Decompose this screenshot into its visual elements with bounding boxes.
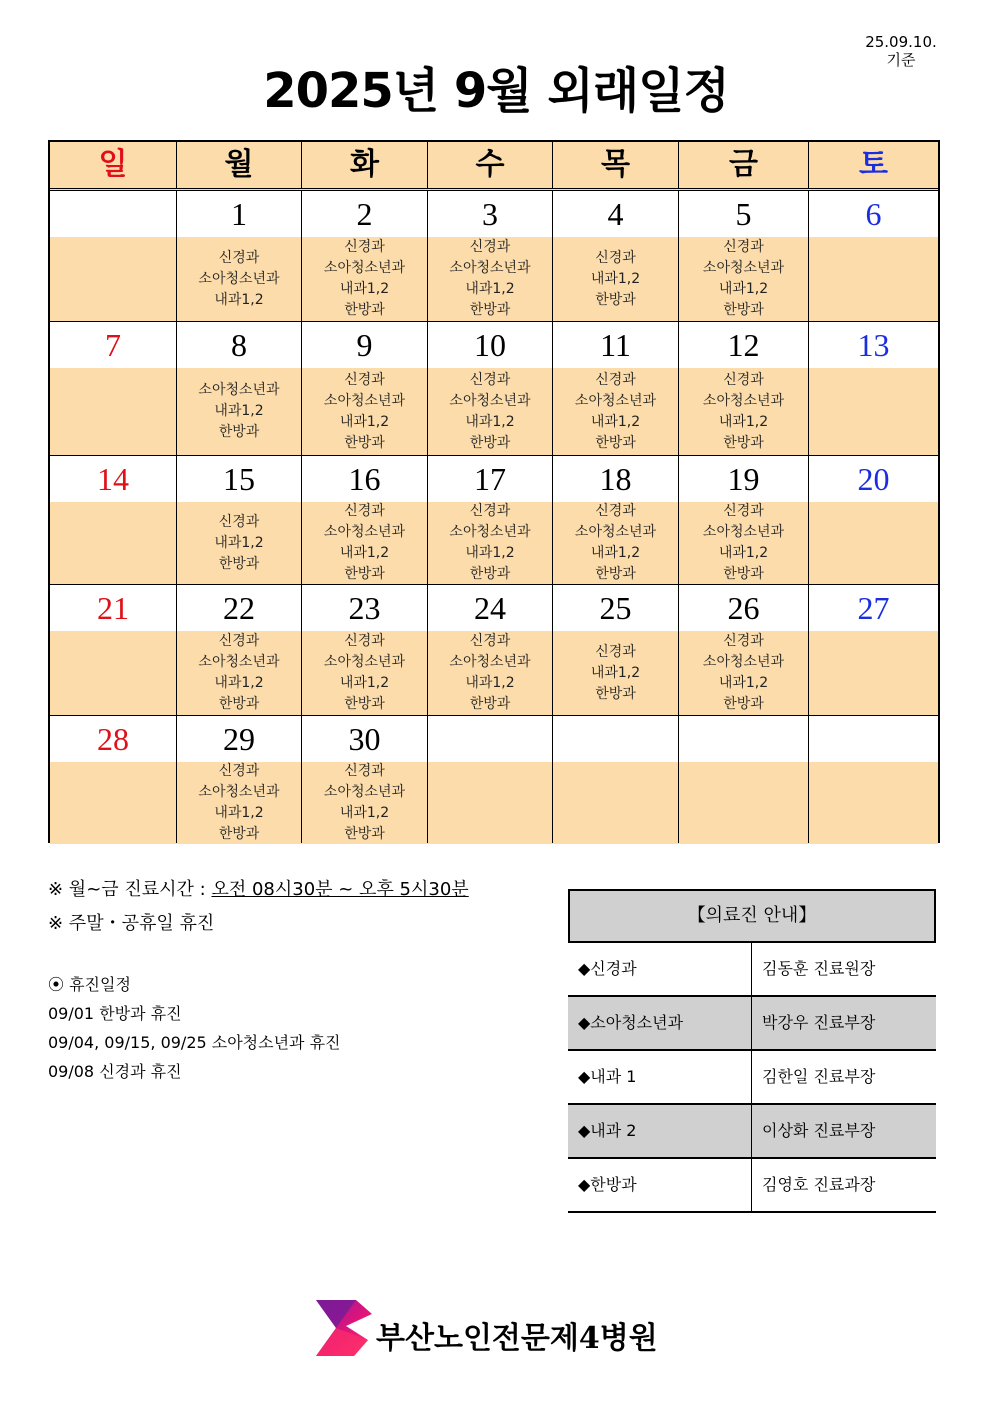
closure-schedule <box>48 970 341 1086</box>
department-entry: 신경과 <box>595 371 636 388</box>
department-entry: 내과1,2 <box>590 664 641 681</box>
hours-value: 오전 08시30분 ~ 오후 5시30분 <box>211 879 469 900</box>
calendar-day-cell <box>809 585 938 715</box>
department-entry: 한방과 <box>344 566 385 582</box>
department-entry: 내과1,2 <box>339 413 390 430</box>
day-number: 1 <box>231 196 247 232</box>
department-entry: 신경과 <box>218 762 260 779</box>
day-number: 13 <box>857 327 890 363</box>
calendar-day-cell <box>50 585 177 715</box>
day-number: 25 <box>599 590 632 626</box>
day-number: 12 <box>727 327 760 363</box>
department-entry: 신경과 <box>344 371 385 388</box>
day-schedule <box>809 631 938 715</box>
day-schedule <box>177 368 301 455</box>
day-schedule <box>177 237 301 321</box>
department-entry: 내과1,2 <box>339 545 390 561</box>
day-number <box>553 716 678 762</box>
department-entry: 내과1,2 <box>214 403 264 419</box>
calendar-day-cell <box>177 456 302 584</box>
calendar-day-cell <box>679 191 809 321</box>
weekday-header: 토 <box>859 147 888 182</box>
department-entry: 내과1,2 <box>718 545 769 561</box>
day-number: 5 <box>735 196 752 232</box>
staff-doctor: 이상화 진료부장 <box>762 1121 876 1140</box>
weekday-header: 화 <box>302 142 428 188</box>
staff-row <box>568 943 936 997</box>
calendar-day-cell <box>50 191 177 321</box>
staff-dept: ◆한방과 <box>578 1175 637 1194</box>
department-entry: 내과1,2 <box>718 413 769 430</box>
calendar-week <box>50 584 938 715</box>
department-entry: 한방과 <box>218 696 260 712</box>
department-entry: 한방과 <box>723 696 764 712</box>
closure-item: 09/01 한방과 휴진 <box>48 1004 182 1023</box>
department-entry: 신경과 <box>469 503 511 519</box>
calendar-day-cell <box>302 191 428 321</box>
department-entry: 한방과 <box>218 555 260 572</box>
department-entry: 한방과 <box>595 434 636 451</box>
calendar-day-cell <box>553 322 679 455</box>
closure-item: 09/08 신경과 휴진 <box>48 1062 182 1081</box>
department-entry: 내과1,2 <box>465 281 515 297</box>
department-entry: 한방과 <box>469 434 511 451</box>
closure-heading: ⦿ 휴진일정 <box>48 975 131 994</box>
day-schedule <box>428 762 552 843</box>
department-entry: 소아청소년과 <box>198 382 280 398</box>
department-entry: 소아청소년과 <box>198 783 280 800</box>
staff-row <box>568 1159 936 1213</box>
department-entry: 신경과 <box>723 633 764 649</box>
department-entry: 신경과 <box>723 371 764 388</box>
staff-doctor: 김한일 진료부장 <box>762 1067 876 1086</box>
day-number: 7 <box>105 327 121 363</box>
day-schedule <box>809 762 938 843</box>
department-entry: 소아청소년과 <box>198 270 280 287</box>
department-entry: 내과1,2 <box>214 804 264 821</box>
calendar-day-cell <box>177 191 302 321</box>
calendar-day-cell <box>302 716 428 843</box>
department-entry: 신경과 <box>723 503 764 519</box>
day-schedule <box>553 631 678 715</box>
weekend-note: ※ 주말・공휴일 휴진 <box>48 913 215 934</box>
calendar-day-cell <box>809 456 938 584</box>
staff-dept: ◆내과 2 <box>578 1121 637 1140</box>
day-schedule <box>302 502 427 584</box>
department-entry: 신경과 <box>595 249 636 266</box>
department-entry: 한방과 <box>723 566 764 582</box>
day-number: 27 <box>857 590 890 626</box>
department-entry: 한방과 <box>344 434 385 451</box>
department-entry: 내과1,2 <box>590 413 641 430</box>
day-schedule <box>50 631 176 715</box>
department-entry: 한방과 <box>469 696 511 712</box>
calendar-day-cell <box>428 322 553 455</box>
department-entry: 소아청소년과 <box>323 524 406 540</box>
staff-row <box>568 1105 936 1159</box>
department-entry: 한방과 <box>595 566 636 582</box>
day-schedule <box>809 368 938 455</box>
department-entry: 신경과 <box>218 633 260 649</box>
weekday-header: 월 <box>177 142 302 188</box>
department-entry: 한방과 <box>344 825 385 842</box>
hours-prefix: ※ 월~금 진료시간 : <box>48 879 212 900</box>
department-entry: 소아청소년과 <box>574 524 657 540</box>
calendar-day-cell <box>428 456 553 584</box>
staff-row <box>568 1051 936 1105</box>
department-entry: 소아청소년과 <box>323 783 406 800</box>
department-entry: 한방과 <box>723 302 764 318</box>
department-entry: 내과1,2 <box>339 804 390 821</box>
department-entry: 한방과 <box>344 696 385 712</box>
staff-dept: ◆신경과 <box>578 959 637 978</box>
staff-heading: 【의료진 안내】 <box>568 889 936 943</box>
department-entry: 소아청소년과 <box>449 524 531 540</box>
day-schedule <box>177 502 301 584</box>
calendar-day-cell <box>428 716 553 843</box>
calendar-week <box>50 321 938 455</box>
calendar-day-cell <box>302 585 428 715</box>
department-entry: 내과1,2 <box>339 281 390 297</box>
department-entry: 신경과 <box>218 513 260 530</box>
calendar-week <box>50 715 938 843</box>
department-entry: 소아청소년과 <box>323 260 406 276</box>
calendar-day-cell <box>809 191 938 321</box>
department-entry: 신경과 <box>344 239 385 255</box>
day-number: 26 <box>727 590 760 626</box>
day-schedule <box>553 237 678 321</box>
day-schedule <box>679 237 808 321</box>
day-number: 22 <box>223 590 255 626</box>
department-entry: 신경과 <box>469 239 511 255</box>
department-entry: 소아청소년과 <box>323 392 406 409</box>
department-entry: 신경과 <box>723 239 764 255</box>
day-number: 15 <box>223 461 255 497</box>
department-entry: 소아청소년과 <box>702 654 785 670</box>
department-entry: 내과1,2 <box>214 675 264 691</box>
department-entry: 한방과 <box>218 424 260 440</box>
day-schedule <box>679 631 808 715</box>
hospital-name: 부산노인전문제4병원 <box>376 1321 658 1356</box>
calendar-day-cell <box>428 585 553 715</box>
day-number: 14 <box>97 461 129 497</box>
day-number <box>50 191 176 237</box>
day-number: 18 <box>599 461 632 497</box>
department-entry: 소아청소년과 <box>702 392 785 409</box>
day-schedule <box>809 502 938 584</box>
day-number: 20 <box>857 461 890 497</box>
day-schedule <box>553 368 678 455</box>
department-entry: 소아청소년과 <box>198 654 280 670</box>
staff-doctor: 김동훈 진료원장 <box>762 959 876 978</box>
day-schedule <box>428 237 552 321</box>
day-schedule <box>50 368 176 455</box>
hospital-logo-icon <box>316 1300 376 1356</box>
day-number: 3 <box>482 196 498 232</box>
day-number: 4 <box>607 196 624 232</box>
day-schedule <box>50 237 176 321</box>
department-entry: 소아청소년과 <box>449 260 531 276</box>
department-entry: 신경과 <box>344 633 385 649</box>
day-number: 11 <box>600 327 631 363</box>
calendar-day-cell <box>553 456 679 584</box>
calendar-day-cell <box>809 716 938 843</box>
day-schedule <box>50 762 176 843</box>
day-number: 21 <box>97 590 129 626</box>
department-entry: 신경과 <box>344 503 385 519</box>
day-number: 17 <box>474 461 506 497</box>
department-entry: 한방과 <box>469 302 511 318</box>
day-number: 2 <box>356 196 373 232</box>
calendar-day-cell <box>50 322 177 455</box>
department-entry: 소아청소년과 <box>323 654 406 670</box>
clinic-notes <box>48 873 469 941</box>
day-schedule <box>679 368 808 455</box>
calendar-day-cell <box>679 585 809 715</box>
staff-row <box>568 997 936 1051</box>
day-number: 16 <box>348 461 381 497</box>
date-note-label: 기준 <box>886 51 916 69</box>
weekday-header: 금 <box>679 142 809 188</box>
department-entry: 소아청소년과 <box>449 392 531 409</box>
page-title: 2025년 9월 외래일정 <box>263 63 729 119</box>
day-number <box>679 716 808 762</box>
calendar-day-cell <box>679 456 809 584</box>
department-entry: 내과1,2 <box>465 675 515 691</box>
calendar-day-cell <box>302 456 428 584</box>
department-entry: 신경과 <box>469 371 511 388</box>
calendar-day-cell <box>177 585 302 715</box>
day-number: 8 <box>231 327 247 363</box>
calendar-day-cell <box>553 585 679 715</box>
day-number: 19 <box>727 461 760 497</box>
day-schedule <box>553 762 678 843</box>
department-entry: 내과1,2 <box>718 675 769 691</box>
department-entry: 신경과 <box>218 249 260 266</box>
day-schedule <box>428 368 552 455</box>
calendar-day-cell <box>553 191 679 321</box>
department-entry: 내과1,2 <box>590 270 641 287</box>
calendar-day-cell <box>809 322 938 455</box>
day-schedule <box>302 762 427 843</box>
day-schedule <box>302 237 427 321</box>
day-number <box>428 716 552 762</box>
staff-doctor: 김영호 진료과장 <box>762 1175 876 1194</box>
department-entry: 내과1,2 <box>465 545 515 561</box>
day-number: 24 <box>474 590 506 626</box>
weekday-header: 일 <box>50 142 177 188</box>
department-entry: 한방과 <box>344 302 385 318</box>
day-schedule <box>428 631 552 715</box>
day-number: 6 <box>865 196 882 232</box>
department-entry: 소아청소년과 <box>574 392 657 409</box>
day-number <box>809 716 938 762</box>
staff-dept: ◆소아청소년과 <box>578 1013 684 1032</box>
department-entry: 한방과 <box>595 291 636 308</box>
department-entry: 소아청소년과 <box>702 260 785 276</box>
calendar <box>48 140 940 843</box>
day-schedule <box>428 502 552 584</box>
closure-item: 09/04, 09/15, 09/25 소아청소년과 휴진 <box>48 1033 341 1052</box>
staff-dept: ◆내과 1 <box>578 1067 637 1086</box>
day-schedule <box>679 502 808 584</box>
weekday-header: 목 <box>553 142 679 188</box>
day-number: 10 <box>474 327 506 363</box>
department-entry: 내과1,2 <box>214 534 264 551</box>
department-entry: 내과1,2 <box>590 545 641 561</box>
day-schedule <box>302 368 427 455</box>
calendar-day-cell <box>553 716 679 843</box>
calendar-day-cell <box>679 322 809 455</box>
staff-table <box>568 889 936 1213</box>
day-number: 9 <box>356 327 373 363</box>
day-schedule <box>177 762 301 843</box>
date-note-date: 25.09.10. <box>865 33 937 51</box>
day-number: 29 <box>223 721 255 757</box>
day-number: 23 <box>348 590 381 626</box>
department-entry: 한방과 <box>469 566 511 582</box>
calendar-day-cell <box>50 716 177 843</box>
calendar-week <box>50 455 938 584</box>
department-entry: 소아청소년과 <box>449 654 531 670</box>
department-entry: 신경과 <box>595 643 636 660</box>
day-schedule <box>302 631 427 715</box>
weekday-header: 수 <box>428 142 553 188</box>
day-schedule <box>177 631 301 715</box>
calendar-day-cell <box>302 322 428 455</box>
hours-note <box>48 873 469 907</box>
calendar-day-cell <box>177 322 302 455</box>
calendar-day-cell <box>428 191 553 321</box>
calendar-day-cell <box>679 716 809 843</box>
department-entry: 신경과 <box>595 503 636 519</box>
department-entry: 신경과 <box>344 762 385 779</box>
day-schedule <box>809 237 938 321</box>
department-entry: 한방과 <box>595 685 636 702</box>
department-entry: 내과1,2 <box>214 291 264 308</box>
day-schedule <box>553 502 678 584</box>
day-number: 28 <box>97 721 129 757</box>
calendar-header <box>50 142 938 191</box>
day-number: 30 <box>348 721 381 757</box>
staff-doctor: 박강우 진료부장 <box>762 1013 876 1032</box>
department-entry: 한방과 <box>218 825 260 842</box>
department-entry: 소아청소년과 <box>702 524 785 540</box>
department-entry: 내과1,2 <box>339 675 390 691</box>
department-entry: 내과1,2 <box>718 281 769 297</box>
department-entry: 한방과 <box>723 434 764 451</box>
calendar-day-cell <box>50 456 177 584</box>
calendar-week <box>50 191 938 321</box>
department-entry: 신경과 <box>469 633 511 649</box>
calendar-day-cell <box>177 716 302 843</box>
day-schedule <box>679 762 808 843</box>
day-schedule <box>50 502 176 584</box>
department-entry: 내과1,2 <box>465 413 515 430</box>
